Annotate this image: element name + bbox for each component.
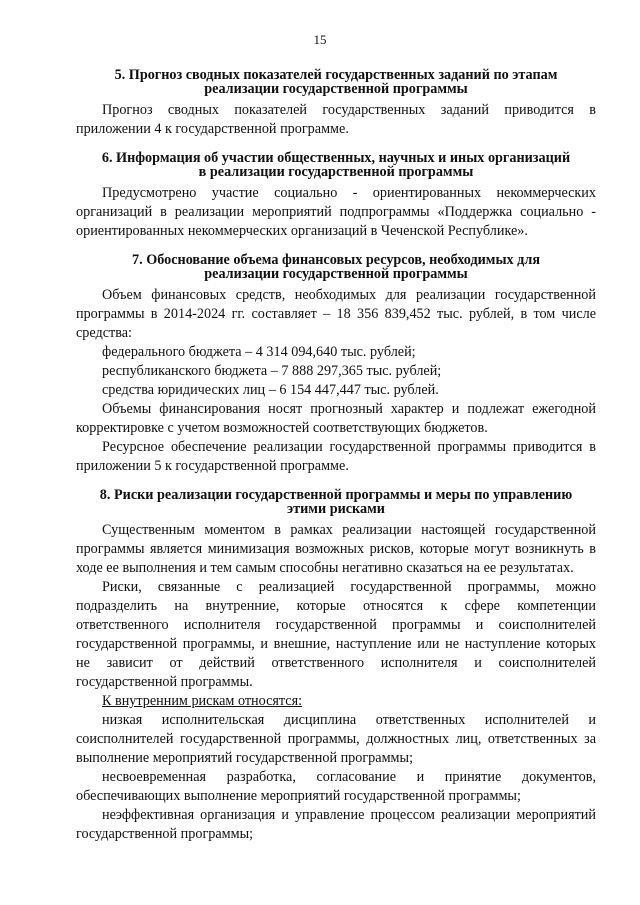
section-5: [76, 68, 596, 139]
section-8-heading-line1: 8. Риски реализации государственной программы и меры по управлению: [99, 487, 573, 503]
risk-item-organization: неэффективная организация и управление процессом реализации мероприятий государственной программы;: [76, 807, 596, 842]
section-5-heading: [76, 68, 596, 96]
funding-republic-item: республиканского бюджета – 7 888 297,365 тыс. рублей;: [102, 363, 442, 379]
section-7-heading: [76, 253, 596, 281]
section-6-paragraph: Предусмотрено участие социально - ориентированных некоммерческих организаций в реализации мероприятий подпрограммы «Поддержка социально - ориентированных некоммерческих организаций в Чеченской Республике».: [76, 185, 596, 239]
section-7-paragraph-resources: Ресурсное обеспечение реализации государственной программы приводится в приложении 5 к государственной программе.: [76, 439, 596, 474]
document-body: [76, 68, 596, 844]
section-8-paragraph-risk-types: Риски, связанные с реализацией государственной программы, можно подразделить на внутренние, которые относятся к сфере компетенции ответственного исполнителя государственной программы и соисполнителей государственной программы, и внешние, наступление или не наступление которых не зависит от действий ответственного исполнителя и соисполнителей государственной программы.: [76, 579, 596, 690]
internal-risks-label: К внутренним рискам относятся:: [102, 693, 303, 709]
section-6-heading-line1: 6. Информация об участии общественных, научных и иных организаций: [101, 150, 571, 166]
section-7-paragraph-forecast: Объемы финансирования носят прогнозный характер и подлежат ежегодной корректировке с учетом возможностей соответствующих бюджетов.: [76, 401, 596, 436]
section-6-heading-line2: в реализации государственной программы: [198, 164, 474, 180]
section-7-heading-line2: реализации государственной программы: [204, 266, 468, 282]
section-5-heading-line1: 5. Прогноз сводных показателей государственных заданий по этапам: [114, 67, 558, 83]
section-5-paragraph: Прогноз сводных показателей государственных заданий приводится в приложении 4 к государственной программе.: [76, 102, 596, 137]
internal-risks-heading: [76, 692, 596, 711]
section-7: [76, 253, 596, 476]
section-6: [76, 151, 596, 241]
section-7-heading-line1: 7. Обоснование объема финансовых ресурсов, необходимых для: [132, 252, 540, 268]
section-7-paragraph-funding: Объем финансовых средств, необходимых для реализации государственной программы в 2014-2024 гг. составляет – 18 356 839,452 тыс. рублей, в том числе средства:: [76, 287, 596, 341]
section-8: [76, 488, 596, 844]
page-number: 15: [313, 32, 327, 47]
section-5-heading-line2: реализации государственной программы: [204, 81, 468, 97]
risk-item-documents: несвоевременная разработка, согласование и принятие документов, обеспечивающих выполнение мероприятий государственной программы;: [76, 769, 596, 804]
risk-item-discipline: низкая исполнительская дисциплина ответственных исполнителей и соисполнителей государственной программы, должностных лиц, ответственных за выполнение мероприятий государственной программы;: [76, 712, 596, 766]
section-8-paragraph-intro: Существенным моментом в рамках реализации настоящей государственной программы является минимизация возможных рисков, которые могут возникнуть в ходе ее выполнения и тем самым способны негативно сказаться на ее результатах.: [76, 522, 596, 576]
section-8-heading-line2: этими рисками: [287, 501, 385, 517]
funding-federal-item: федерального бюджета – 4 314 094,640 тыс. рублей;: [102, 344, 416, 360]
funding-legal-entities-item: средства юридических лиц – 6 154 447,447 тыс. рублей.: [102, 382, 439, 398]
section-6-heading: [76, 151, 596, 179]
section-8-heading: [76, 488, 596, 516]
